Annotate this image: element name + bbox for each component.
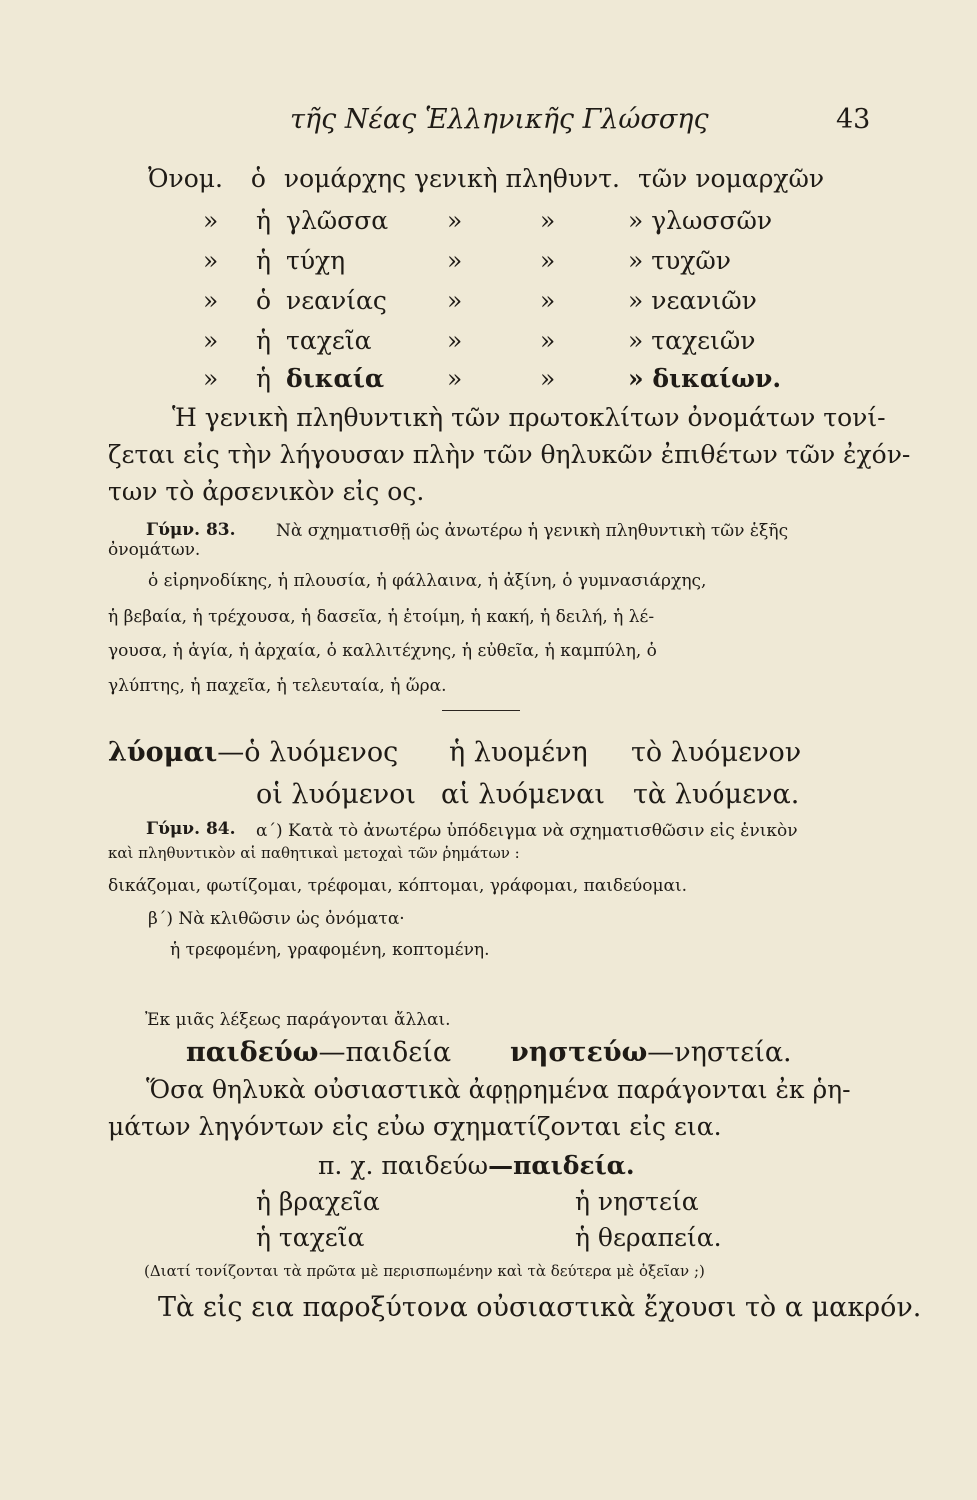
exercise-label: Γύμν. 83. (146, 520, 236, 540)
page-number: 43 (836, 104, 871, 135)
table-row: Ὀνομ. ὁ νομάρχης γενικὴ πληθυντ. τῶν νομαρχῶν (148, 164, 825, 193)
running-title: τῆς Νέας Ἑλληνικῆς Γλώσσης (290, 104, 709, 135)
divider (442, 710, 520, 711)
exercise-label: Γύμν. 84. (146, 819, 236, 839)
